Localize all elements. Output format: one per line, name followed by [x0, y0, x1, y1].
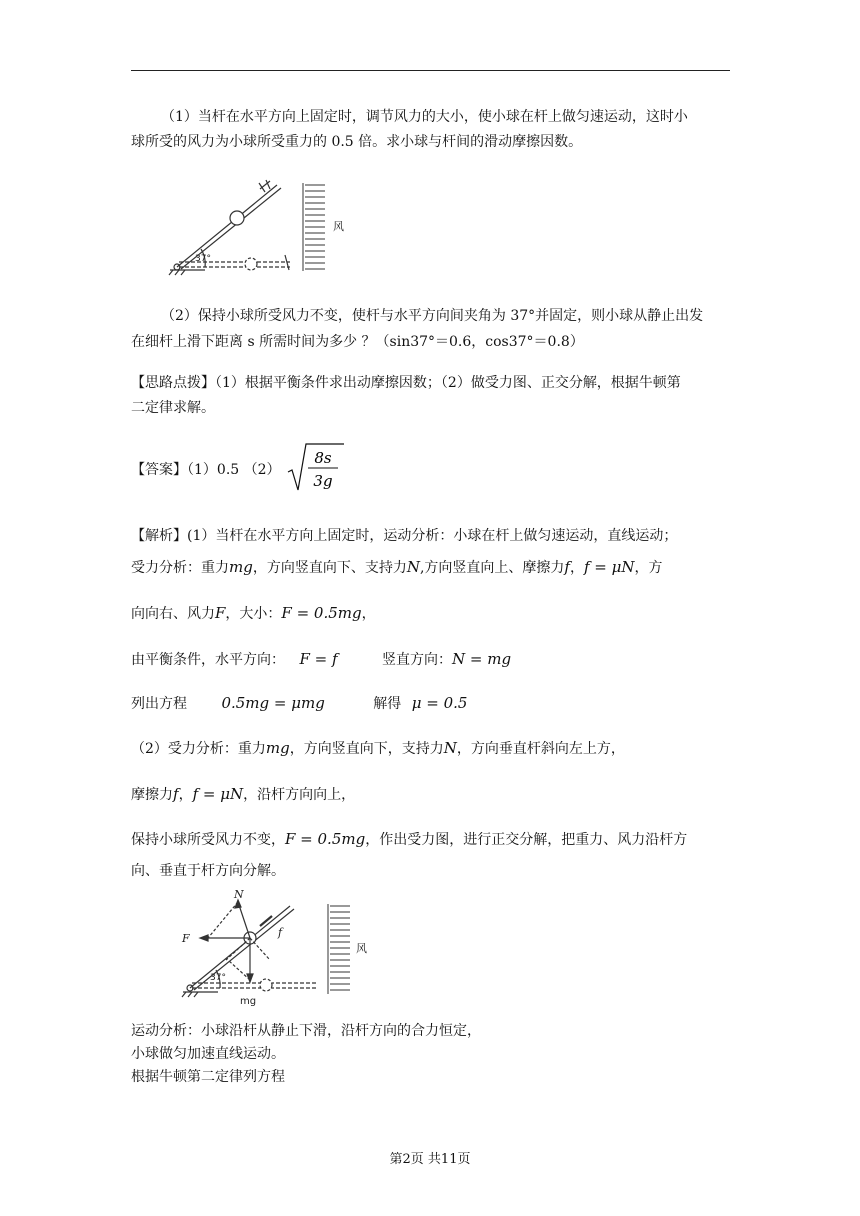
math-mg: mg: [265, 739, 290, 757]
analysis-line-3: [131, 603, 376, 624]
math-eq: f = μN: [192, 785, 244, 803]
math-N: N: [443, 739, 457, 757]
header-rule: [131, 70, 730, 71]
text: 保持小球所受风力不变，: [131, 832, 285, 848]
text: ，方向竖直向下、支持力: [252, 560, 407, 576]
q2-line-1: （2）保持小球所受风力不变，使杆与水平方向间夹角为 37°并固定，则小球从静止出发: [161, 308, 704, 324]
figure-2-force-diagram: [178, 888, 378, 1010]
analysis-line-8: [131, 829, 687, 850]
fig2-label-N: N: [234, 888, 244, 901]
analysis-line-2: [131, 557, 663, 578]
q1-line-2: 球所受的风力为小球所受重力的 0.5 倍。求小球与杆间的滑动摩擦因数。: [131, 134, 583, 150]
text: ，大小：: [225, 606, 282, 622]
motion-line-3: 根据牛顿第二定律列方程: [131, 1069, 285, 1085]
fig1-wind-arrows: [303, 183, 325, 271]
hint-line-2: 二定律求解。: [131, 400, 215, 416]
fig2-label-mg: mg: [240, 996, 257, 1007]
math-f: f: [564, 558, 570, 576]
answer-sqrt-expression: [286, 440, 346, 496]
text: 列出方程: [131, 696, 187, 712]
answer-label: 【答案】（1）0.5 （2）: [131, 462, 281, 478]
math-eq: f = μN: [583, 558, 635, 576]
hint-line-1: 【思路点拨】（1）根据平衡条件求出动摩擦因数；（2）做受力图、正交分解，根据牛顿第: [131, 375, 681, 391]
text: ，: [178, 787, 193, 803]
math-eq: μ = 0.5: [411, 694, 468, 712]
text: ，方向垂直杆斜向左上方，: [456, 741, 625, 757]
text: 向向右、风力: [131, 606, 215, 622]
text: ，作出受力图，进行正交分解，把重力、风力沿杆方: [365, 832, 688, 848]
analysis-line-9: 向、垂直于杆方向分解。: [131, 863, 285, 879]
text: ，方: [634, 560, 663, 576]
text: 摩擦力: [131, 787, 173, 803]
text: 由平衡条件，水平方向：: [131, 652, 285, 668]
text: （2）受力分析：重力: [131, 741, 266, 757]
math-eq: F = 0.5mg: [281, 604, 362, 622]
page-footer: 第2页 共11页: [389, 1152, 471, 1167]
analysis-line-6: [131, 738, 625, 759]
answer-denominator: 3g: [313, 472, 333, 490]
text: ，: [569, 560, 584, 576]
text: ，: [361, 606, 376, 622]
motion-line-1: 运动分析：小球沿杆从静止下滑，沿杆方向的合力恒定，: [131, 1023, 481, 1039]
fig2-wind-arrows: [328, 904, 350, 994]
math-f: f: [173, 785, 179, 803]
motion-line-2: 小球做匀加速直线运动。: [131, 1046, 285, 1062]
math-F: F: [215, 604, 226, 622]
fig1-wind-label: 风: [333, 220, 344, 233]
analysis-line-7: [131, 784, 355, 805]
math-eq: 0.5mg = μmg: [221, 694, 325, 712]
math-N: N: [406, 558, 420, 576]
text: 受力分析：重力: [131, 560, 229, 576]
text: 竖直方向：: [381, 652, 452, 668]
text: ，沿杆方向向上，: [243, 787, 356, 803]
math-eq: F = 0.5mg: [285, 830, 366, 848]
analysis-line-4: [131, 649, 511, 670]
math-eq: N = mg: [451, 650, 512, 668]
q2-line-2: 在细杆上滑下距离 s 所需时间为多少 ？（sin37°＝0.6，cos37°＝0.8）: [131, 334, 584, 350]
figure-1-rod-diagram: [165, 175, 365, 280]
analysis-line-1: 【解析】(1）当杆在水平方向上固定时，运动分析：小球在杆上做匀速运动，直线运动；: [131, 528, 678, 544]
math-mg: mg: [229, 558, 253, 576]
fig1-angle-label: 37°: [195, 254, 211, 264]
text: 解得: [373, 696, 402, 712]
q1-line-1: （1）当杆在水平方向上固定时，调节风力的大小，使小球在杆上做匀速运动，这时小: [161, 109, 688, 125]
fig2-label-f: f: [278, 926, 283, 939]
fig2-wind-label: 风: [356, 942, 367, 955]
text: ，方向竖直向下，支持力: [289, 741, 444, 757]
fig2-angle-label: 37°: [210, 973, 226, 983]
analysis-line-5: [131, 693, 467, 714]
fig2-label-F: F: [182, 932, 190, 945]
math-eq: F = f: [299, 650, 338, 668]
text: ,方向竖直向上、摩擦力: [419, 560, 565, 576]
answer-numerator: 8s: [314, 449, 332, 467]
